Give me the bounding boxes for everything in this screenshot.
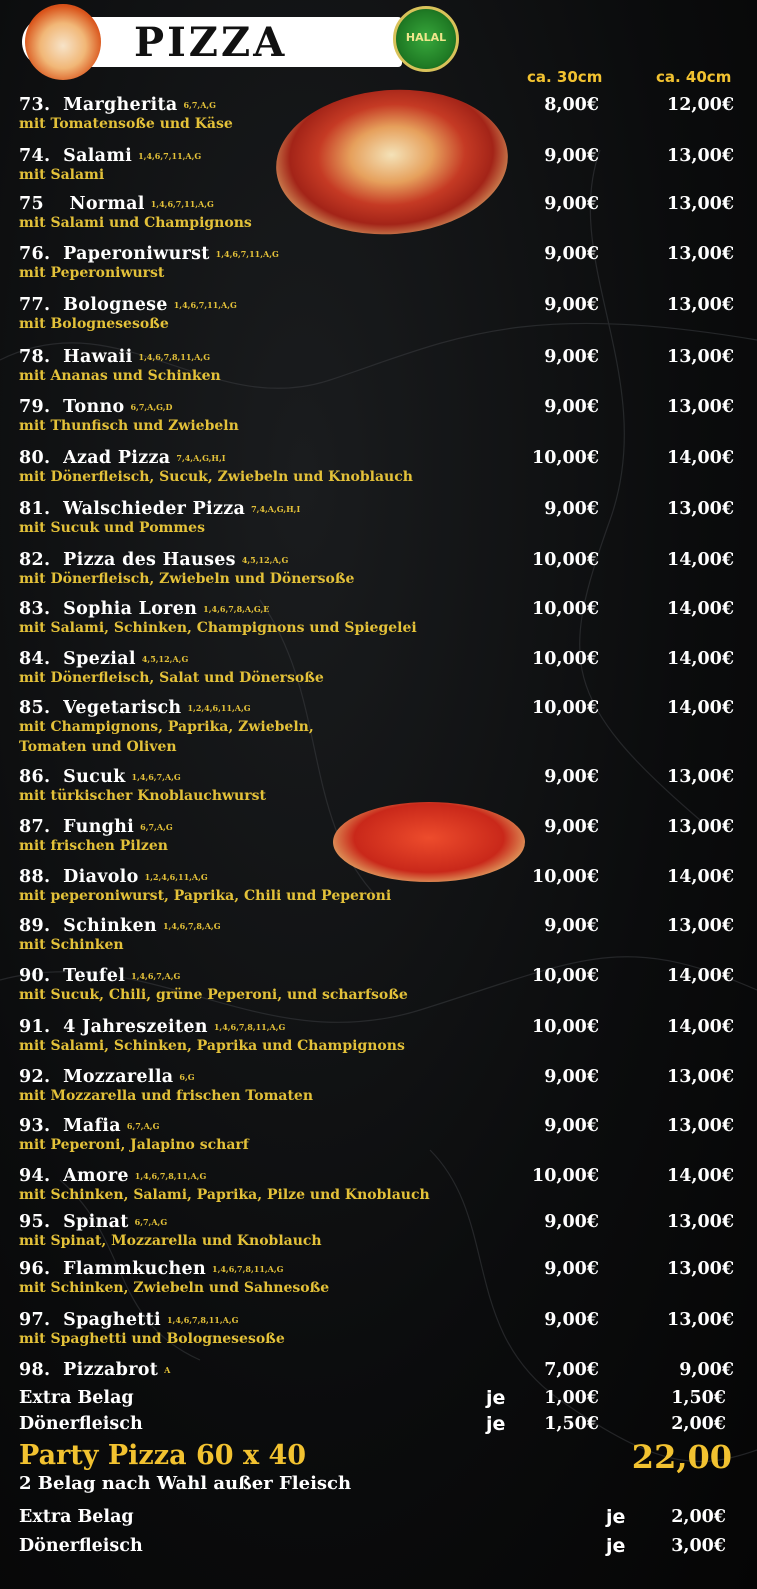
menu-item-title: Pizzabrot — [63, 1360, 159, 1380]
price-30cm: 9,00€ — [544, 1212, 599, 1232]
menu-item-name — [19, 94, 216, 116]
price-40cm: 14,00€ — [667, 867, 734, 887]
menu-item-description: mit Dönerfleisch, Salat und Dönersoße — [19, 670, 324, 686]
price-40cm: 14,00€ — [667, 1017, 734, 1037]
extra-label: Extra Belag — [19, 1388, 134, 1408]
menu-item-number: 89. — [19, 916, 51, 936]
party-extra-price: 2,00€ — [671, 1507, 726, 1527]
price-40cm: 12,00€ — [667, 95, 734, 115]
menu-item-description: mit Champignons, Paprika, Zwiebeln, — [19, 719, 314, 735]
menu-item-number: 87. — [19, 817, 51, 837]
price-40cm: 13,00€ — [667, 347, 734, 367]
menu-item-description: mit Mozzarella und frischen Tomaten — [19, 1088, 314, 1104]
allergen-codes: 1,4,6,7,11,A,G — [215, 249, 279, 259]
menu-item-description: mit türkischer Knoblauchwurst — [19, 788, 266, 804]
menu-item-number: 88. — [19, 867, 51, 887]
menu-item-name — [19, 866, 208, 888]
price-40cm: 13,00€ — [667, 1067, 734, 1087]
menu-item-description: mit Schinken, Salami, Paprika, Pilze und Knoblauch — [19, 1187, 430, 1203]
extra-price-40: 1,50€ — [671, 1388, 726, 1408]
menu-item-number: 82. — [19, 550, 51, 570]
menu-item-number: 85. — [19, 698, 51, 718]
price-30cm: 10,00€ — [532, 1166, 599, 1186]
allergen-codes: 1,4,6,7,11,A,G — [173, 300, 237, 310]
price-30cm: 9,00€ — [544, 916, 599, 936]
menu-item-number: 76. — [19, 244, 51, 264]
allergen-codes: 1,4,6,7,8,11,A,G — [138, 352, 211, 362]
menu-item-description: mit Peperoni, Jalapino scharf — [19, 1137, 249, 1153]
price-30cm: 9,00€ — [544, 817, 599, 837]
allergen-codes: 6,7,A,G,D — [130, 402, 173, 412]
price-40cm: 13,00€ — [667, 295, 734, 315]
menu-item-title: Amore — [63, 1166, 129, 1186]
allergen-codes: 1,4,6,7,8,11,A,G — [213, 1022, 286, 1032]
menu-item-name — [19, 145, 201, 167]
menu-item-title: Mafia — [63, 1116, 121, 1136]
party-extra-label: Dönerfleisch — [19, 1536, 143, 1556]
menu-item-description: mit Spaghetti und Bolognesesoße — [19, 1331, 285, 1347]
price-40cm: 14,00€ — [667, 698, 734, 718]
menu-item-description: mit Sucuk, Chili, grüne Peperoni, und scharfsoße — [19, 987, 408, 1003]
price-30cm: 10,00€ — [532, 550, 599, 570]
menu-item-title: Salami — [63, 146, 133, 166]
menu-item-description: mit Schinken, Zwiebeln und Sahnesoße — [19, 1280, 330, 1296]
allergen-codes: A — [164, 1365, 171, 1375]
party-extra-price: 3,00€ — [671, 1536, 726, 1556]
menu-item-name — [19, 193, 214, 215]
menu-item-name — [19, 346, 210, 368]
menu-item-description: mit Schinken — [19, 937, 124, 953]
menu-item-number: 83. — [19, 599, 51, 619]
menu-item-name — [19, 243, 279, 265]
price-40cm: 13,00€ — [667, 397, 734, 417]
allergen-codes: 1,4,6,7,A,G — [131, 971, 181, 981]
menu-item-name — [19, 915, 221, 937]
menu-item-number: 86. — [19, 767, 51, 787]
allergen-codes: 1,4,6,7,11,A,G — [150, 199, 214, 209]
menu-item-number: 81. — [19, 499, 51, 519]
menu-item-title: Pizza des Hauses — [63, 550, 236, 570]
menu-item-number: 91. — [19, 1017, 51, 1037]
price-40cm: 14,00€ — [667, 599, 734, 619]
halal-badge-icon — [393, 6, 459, 72]
price-30cm: 9,00€ — [544, 295, 599, 315]
menu-item-name — [19, 447, 226, 469]
menu-item-name — [19, 396, 172, 418]
allergen-codes: 7,4,A,G,H,I — [176, 453, 226, 463]
price-40cm: 13,00€ — [667, 146, 734, 166]
menu-item-name — [19, 816, 173, 838]
menu-item-title: Spinat — [63, 1212, 129, 1232]
menu-item-title: Sucuk — [63, 767, 126, 787]
menu-item-title: Tonno — [63, 397, 125, 417]
price-40cm: 14,00€ — [667, 649, 734, 669]
price-30cm: 9,00€ — [544, 1259, 599, 1279]
menu-item-description: mit peperoniwurst, Paprika, Chili und Peperoni — [19, 888, 392, 904]
allergen-codes: 4,5,12,A,G — [141, 654, 189, 664]
price-30cm: 9,00€ — [544, 499, 599, 519]
menu-item-name — [19, 1258, 284, 1280]
menu-item-number: 80. — [19, 448, 51, 468]
menu-item-title: Spezial — [63, 649, 136, 669]
menu-item-name — [19, 498, 300, 520]
menu-item-description: mit Sucuk und Pommes — [19, 520, 205, 536]
menu-item-description: mit Spinat, Mozzarella und Knoblauch — [19, 1233, 322, 1249]
menu-item-name — [19, 1359, 170, 1381]
allergen-codes: 4,5,12,A,G — [241, 555, 289, 565]
price-40cm: 9,00€ — [679, 1360, 734, 1380]
menu-item-title: Normal — [69, 194, 145, 214]
allergen-codes: 1,4,6,7,11,A,G — [138, 151, 202, 161]
price-40cm: 13,00€ — [667, 767, 734, 787]
menu-item-title: Schinken — [63, 916, 157, 936]
price-40cm: 13,00€ — [667, 499, 734, 519]
menu-item-name — [19, 1165, 206, 1187]
menu-item-title: Bolognese — [63, 295, 168, 315]
menu-item-title: Funghi — [63, 817, 135, 837]
allergen-codes: 7,4,A,G,H,I — [251, 504, 301, 514]
price-30cm: 10,00€ — [532, 1017, 599, 1037]
menu-item-number: 94. — [19, 1166, 51, 1186]
allergen-codes: 1,2,4,6,11,A,G — [144, 872, 208, 882]
menu-item-description: mit Salami, Schinken, Paprika und Champignons — [19, 1038, 405, 1054]
price-40cm: 13,00€ — [667, 1116, 734, 1136]
menu-item-name — [19, 1066, 195, 1088]
party-pizza-price: 22,00 — [631, 1438, 732, 1476]
menu-item-description: mit Salami und Champignons — [19, 215, 252, 231]
menu-item-description: mit Thunfisch und Zwiebeln — [19, 418, 239, 434]
extra-je: je — [486, 1413, 506, 1435]
menu-item-description: mit Salami — [19, 167, 105, 183]
price-30cm: 10,00€ — [532, 448, 599, 468]
menu-item-number: 96. — [19, 1259, 51, 1279]
price-40cm: 13,00€ — [667, 194, 734, 214]
menu-item-title: 4 Jahreszeiten — [63, 1017, 208, 1037]
doner-logo-icon — [25, 4, 101, 80]
price-30cm: 9,00€ — [544, 146, 599, 166]
halal-badge-label: HALAL — [405, 31, 447, 44]
party-extra-label: Extra Belag — [19, 1507, 134, 1527]
party-extra-je: je — [606, 1535, 626, 1557]
menu-item-description: mit frischen Pilzen — [19, 838, 168, 854]
menu-item-number: 95. — [19, 1212, 51, 1232]
menu-item-title: Sophia Loren — [63, 599, 198, 619]
party-pizza-subtitle: 2 Belag nach Wahl außer Fleisch — [19, 1473, 352, 1494]
price-30cm: 10,00€ — [532, 698, 599, 718]
menu-item-name — [19, 294, 237, 316]
menu-item-name — [19, 648, 188, 670]
price-30cm: 9,00€ — [544, 1067, 599, 1087]
menu-item-title: Paperoniwurst — [63, 244, 210, 264]
allergen-codes: 6,7,A,G — [183, 100, 217, 110]
price-30cm: 9,00€ — [544, 397, 599, 417]
menu-item-title: Azad Pizza — [63, 448, 171, 468]
allergen-codes: 1,4,6,7,8,A,G — [162, 921, 221, 931]
price-30cm: 9,00€ — [544, 767, 599, 787]
pepperoni-pizza-photo-icon — [333, 802, 525, 882]
menu-item-title: Walschieder Pizza — [63, 499, 246, 519]
price-40cm: 13,00€ — [667, 817, 734, 837]
menu-item-name — [19, 965, 180, 987]
menu-item-description-line2: Tomaten und Oliven — [19, 739, 177, 755]
menu-item-title: Margherita — [63, 95, 178, 115]
extra-je: je — [486, 1387, 506, 1409]
menu-item-number: 92. — [19, 1067, 51, 1087]
extra-label: Dönerfleisch — [19, 1414, 143, 1434]
menu-item-description: mit Dönerfleisch, Zwiebeln und Dönersoße — [19, 571, 355, 587]
menu-item-number: 97. — [19, 1310, 51, 1330]
menu-item-number: 84. — [19, 649, 51, 669]
menu-item-description: mit Bolognesesoße — [19, 316, 169, 332]
price-30cm: 10,00€ — [532, 599, 599, 619]
menu-item-number: 98. — [19, 1360, 51, 1380]
menu-item-number: 93. — [19, 1116, 51, 1136]
menu-item-number: 90. — [19, 966, 51, 986]
allergen-codes: 1,4,6,7,8,11,A,G — [166, 1315, 239, 1325]
menu-item-name — [19, 1309, 238, 1331]
price-40cm: 14,00€ — [667, 448, 734, 468]
menu-item-title: Hawaii — [63, 347, 133, 367]
menu-item-description: mit Dönerfleisch, Sucuk, Zwiebeln und Knoblauch — [19, 469, 413, 485]
menu-item-number: 74. — [19, 146, 51, 166]
pizza-photo-icon — [271, 82, 512, 242]
price-30cm: 9,00€ — [544, 194, 599, 214]
price-40cm: 13,00€ — [667, 1212, 734, 1232]
menu-item-name — [19, 697, 251, 719]
menu-item-number: 79. — [19, 397, 51, 417]
menu-item-number: 75 — [19, 194, 44, 214]
price-40cm: 13,00€ — [667, 1259, 734, 1279]
menu-item-description: mit Tomatensoße und Käse — [19, 116, 233, 132]
price-30cm: 10,00€ — [532, 649, 599, 669]
menu-item-name — [19, 1211, 167, 1233]
price-30cm: 7,00€ — [544, 1360, 599, 1380]
menu-item-title: Diavolo — [63, 867, 139, 887]
allergen-codes: 1,4,6,7,8,11,A,G — [134, 1171, 207, 1181]
party-extra-je: je — [606, 1506, 626, 1528]
page-title: PIZZA — [134, 19, 288, 66]
price-40cm: 14,00€ — [667, 966, 734, 986]
price-30cm: 9,00€ — [544, 244, 599, 264]
extra-price-30: 1,00€ — [544, 1388, 599, 1408]
party-pizza-title: Party Pizza 60 x 40 — [19, 1440, 307, 1471]
menu-item-name — [19, 549, 288, 571]
price-40cm: 14,00€ — [667, 550, 734, 570]
allergen-codes: 1,4,6,7,A,G — [131, 772, 181, 782]
allergen-codes: 1,4,6,7,8,A,G,E — [203, 604, 270, 614]
menu-item-name — [19, 1016, 285, 1038]
price-40cm: 13,00€ — [667, 1310, 734, 1330]
allergen-codes: 6,7,A,G — [134, 1217, 168, 1227]
menu-item-title: Teufel — [63, 966, 126, 986]
menu-item-title: Spaghetti — [63, 1310, 161, 1330]
menu-item-number: 78. — [19, 347, 51, 367]
size-header-30: ca. 30cm — [527, 68, 603, 86]
allergen-codes: 6,7,A,G — [126, 1121, 160, 1131]
price-40cm: 13,00€ — [667, 916, 734, 936]
menu-item-description: mit Ananas und Schinken — [19, 368, 221, 384]
extra-price-40: 2,00€ — [671, 1414, 726, 1434]
price-30cm: 9,00€ — [544, 1310, 599, 1330]
price-30cm: 9,00€ — [544, 347, 599, 367]
menu-item-name — [19, 598, 269, 620]
price-30cm: 8,00€ — [544, 95, 599, 115]
menu-item-number: 77. — [19, 295, 51, 315]
allergen-codes: 6,G — [179, 1072, 195, 1082]
allergen-codes: 1,4,6,7,8,11,A,G — [212, 1264, 284, 1274]
extra-price-30: 1,50€ — [544, 1414, 599, 1434]
menu-item-title: Flammkuchen — [63, 1259, 206, 1279]
price-30cm: 10,00€ — [532, 867, 599, 887]
menu-item-description: mit Salami, Schinken, Champignons und Spiegelei — [19, 620, 417, 636]
menu-item-name — [19, 1115, 159, 1137]
menu-item-number: 73. — [19, 95, 51, 115]
price-40cm: 14,00€ — [667, 1166, 734, 1186]
price-30cm: 9,00€ — [544, 1116, 599, 1136]
menu-item-title: Mozzarella — [63, 1067, 174, 1087]
price-40cm: 13,00€ — [667, 244, 734, 264]
menu-item-name — [19, 766, 181, 788]
size-header-40: ca. 40cm — [656, 68, 732, 86]
menu-item-title: Vegetarisch — [63, 698, 182, 718]
allergen-codes: 6,7,A,G — [140, 822, 173, 832]
price-30cm: 10,00€ — [532, 966, 599, 986]
menu-item-description: mit Peperoniwurst — [19, 265, 165, 281]
allergen-codes: 1,2,4,6,11,A,G — [187, 703, 251, 713]
